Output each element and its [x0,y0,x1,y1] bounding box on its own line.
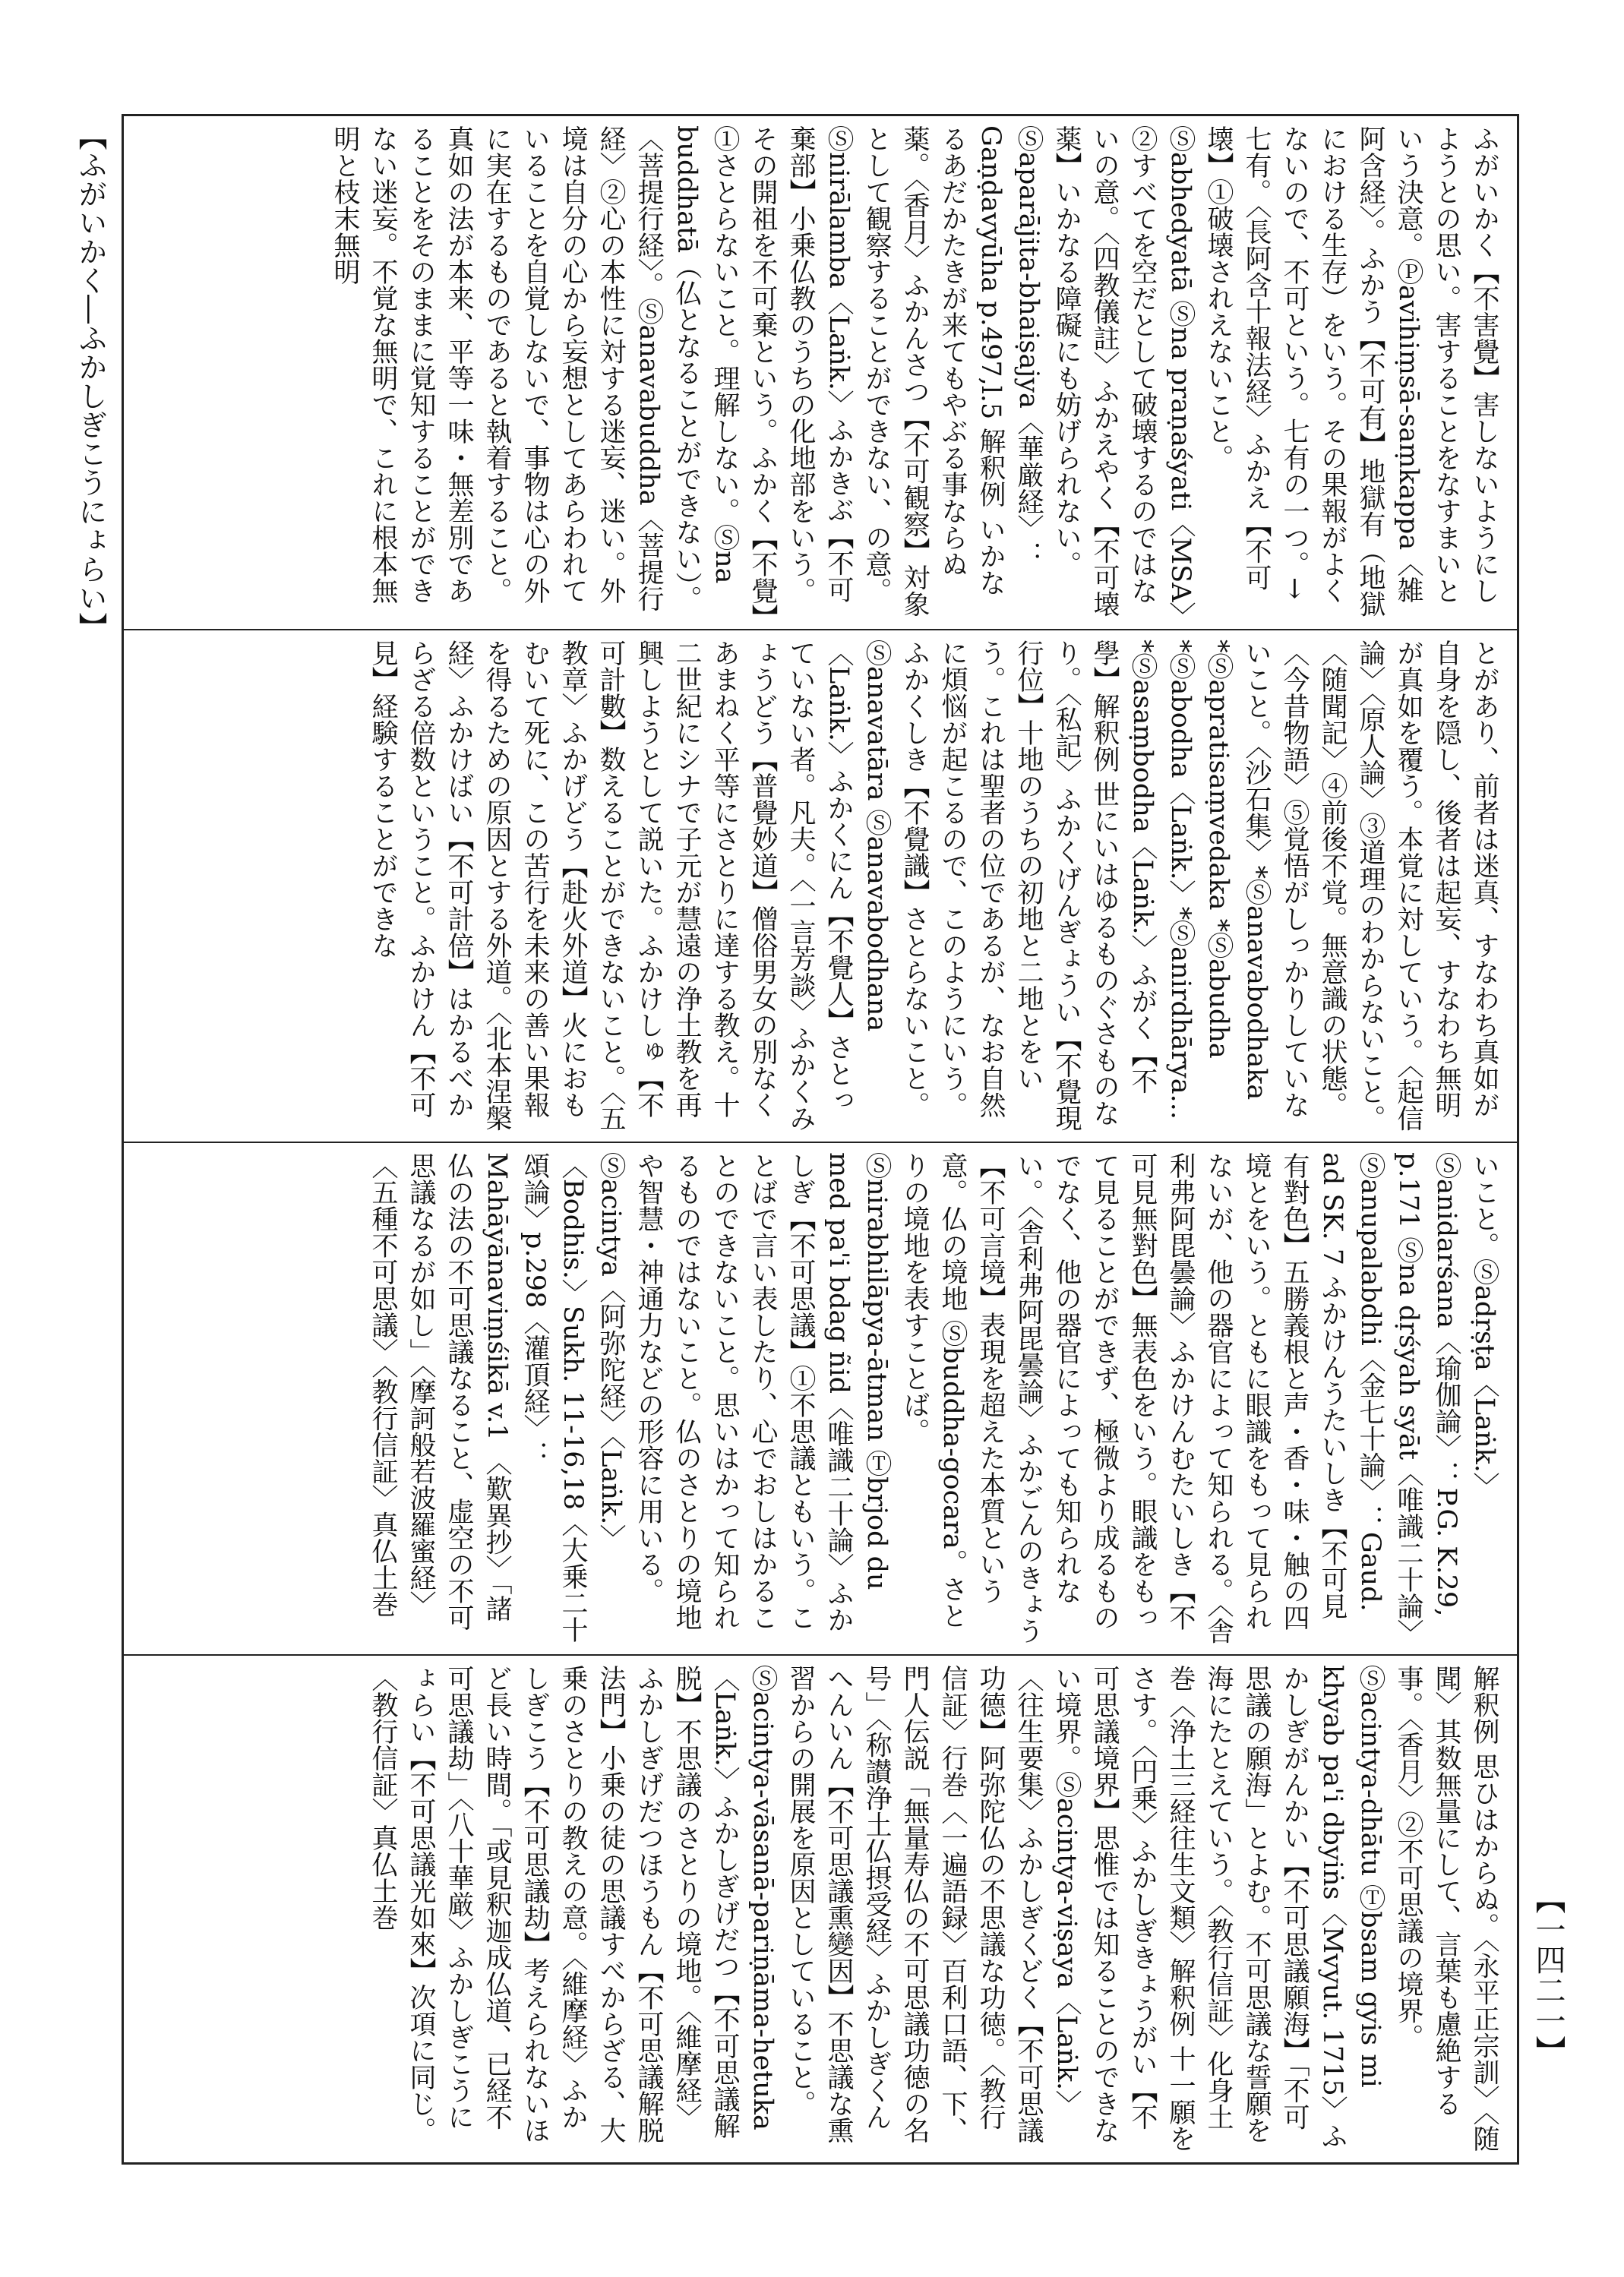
band-4 [124,1656,1517,2162]
running-head: 【ふがいかく―ふかしぎこうにょらい】 [74,122,107,641]
band-3 [124,1143,1517,1654]
band-1-text: ふがいかく【不害覺】害しないようにしようとの思い。害することをなすまいという決意。Ⓟavihiṃsā-saṃkappa〈雑阿含経〉。ふかう【不可有】地獄有（地獄における生存）をいう。その果報がよくないので、不可という。七有の一つ。→七有。〈長阿含十報法経〉ふかえ【不可壊】①破壊されえないこと。Ⓢabhedyatā Ⓢna praṇaśyati〈MSA〉②すべてを空だとして破壊するのではないの意。〈四教儀註〉ふかえやく【不可壊薬】いかなる障礙にも妨げられない。Ⓢaparājita-bhaiṣajya〈華厳経〉：Gaṇḍavyūha p.497,l.5 解釈例 いかなるあだかたきが来てもやぶる事ならぬ薬。〈香月〉ふかんさつ【不可観察】対象として観察することができない、の意。Ⓢnirālamba〈Laṅk.〉ふかきぶ【不可棄部】小乗仏教のうちの化地部をいう。その開祖を不可棄という。ふかく【不覺】①さとらないこと。理解しない。Ⓢna buddhatā（仏となることができない）。〈菩提行経〉。Ⓢanavabuddha〈菩提行経〉②心の本性に対する迷妄、迷い。外境は自分の心から妄想としてあらわれていることを自覚しないで、事物は心の外に実在するものであると執着すること。真如の法が本来、平等一味・無差別であることをそのままに覚知することができない迷妄。不覚な無明で、これに根本無明と枝末無明 [330,125,1499,617]
band-4-text: 解釈例 思ひはからぬ。〈永平正宗訓〉〈随聞〉其数無量にして、言葉も慮絶する事。〈香月〉②不可思議の境界。Ⓢacintya-dhātu Ⓣbsam gyis mi khyab pa'i dbyiṅs〈Mvyut. 1715〉ふかしぎがんかい【不可思議願海】「不可思議の願海」とよむ。不可思議な誓願を海にたとえていう。〈教行信証〉化身土巻〈浄土三経往生文類〉解釈例 十一願をさす。〈円乗〉ふかしぎきょうがい【不可思議境界】思惟では知ることのできない境界。Ⓢacintya-viṣaya〈Laṅk.〉〈往生要集〉ふかしぎくどく【不可思議功德】阿弥陀仏の不思議な功徳。〈教行信証〉行巻〈一遍語録〉百利口語、下、門人伝説「無量寿仏の不可思議功徳の名号」〈称讃浄土仏摂受経〉ふかしぎくんへんいん【不可思議熏變因】不思議な熏習からの開展を原因としていること。Ⓢacintya-vāsanā-pariṇāma-hetuka〈Laṅk.〉ふかしぎげだつ【不可思議解脱】不思議のさとりの境地。〈維摩経〉ふかしぎげだつほうもん【不可思議解脱法門】小乗の徒の思議すべからざる、大乗のさとりの教えの意。〈維摩経〉ふかしぎこう【不可思議劫】考えられないほど長い時間。「或見釈迦成仏道、已経不可思議劫」〈八十華厳〉ふかしぎこうにょらい【不可思議光如來】次項に同じ。〈教行信証〉真仏土巻 [368,1665,1499,2152]
band-3-text: いこと。Ⓢadṛṣṭa〈Laṅk.〉Ⓢanidarśana〈瑜伽論〉：P.G. K.29, p.171 Ⓢna dṛśyah syāt〈唯識二十論〉Ⓢanupalabdhi〈金七十論〉：Gaud. ad SK. 7 ふかけんうたいしき【不可見有對色】五勝義根と声・香・味・触の四境とをいう。ともに眼識をもって見られないが、他の器官によって知られる。〈舎利弗阿毘曇論〉ふかけんむたいしき【不可見無對色】無表色をいう。眼識をもって見ることができず、極微より成るものでなく、他の器官によっても知られない。〈舎利弗阿毘曇論〉ふかごんのきょう【不可言境】表現を超えた本質という意。仏の境地 Ⓢbuddha-gocara。さとりの境地を表すことば。Ⓢnirabhilāpya-ātman Ⓣbrjod du med pa'i bdag ñid〈唯識二十論〉ふかしぎ【不可思議】①不思議ともいう。ことばで言い表したり、心でおしはかることのできないこと。思いはかって知られるものではないこと。仏のさとりの境地や智慧・神通力などの形容に用いる。Ⓢacintya〈阿弥陀経〉〈Laṅk.〉〈Bodhis.〉Sukh. 11-16,18〈大乗二十頌論〉p.298〈灌頂経〉：Mahāyānaviṃśikā v.1 〈歎異抄〉「諸仏の法の不可思議なること、虚空の不可思議なるが如し」〈摩訶般若波羅蜜経〉〈五種不可思議〉〈教行信証〉真仏土巻 [368,1152,1499,1644]
page-number: 【一四二一】 [1531,1884,1566,2066]
band-2 [124,630,1517,1142]
band-1 [124,116,1517,629]
band-2-text: とがあり、前者は迷真、すなわち真如が自身を隠し、後者は起妄、すなわち無明が真如を覆う。本覚に対していう。〈起信論〉〈原人論〉③道理のわからないこと。〈随聞記〉④前後不覚。無意識の状態。〈今昔物語〉⑤覚悟がしっかりしていないこと。〈沙石集〉*Ⓢanavabodhaka *Ⓢapratisaṃvedaka *Ⓢabudha *Ⓢabodha〈Laṅk.〉*Ⓢanirdhārya... *Ⓢasaṃbodha〈Laṅk.〉ふがく【不學】解釈例 世にいはゆるものぐさものなり。〈私記〉ふかくげんぎょうい【不覺現行位】十地のうちの初地と二地とをいう。これは聖者の位であるが、なお自然に煩悩が起こるので、このようにいう。ふかくしき【不覺識】さとらないこと。Ⓢanavatāra Ⓢanavabodhana〈Laṅk.〉ふかくにん【不覺人】さとっていない者。凡夫。〈一言芳談〉ふかくみょうどう【普覺妙道】僧俗男女の別なくあまねく平等にさとりに達する教え。十二世紀にシナで子元が慧遠の浄土教を再興しようとして説いた。ふかけしゅ【不可計數】数えることができないこと。〈五教章〉ふかげどう【赴火外道】火におもむいて死に、この苦行を未来の善い果報を得るための原因とする外道。〈北本涅槃経〉ふかけばい【不可計倍】はかるべからざる倍数ということ。ふかけん【不可見】経験することができな [368,640,1499,1132]
dictionary-page-frame [122,114,1519,2165]
